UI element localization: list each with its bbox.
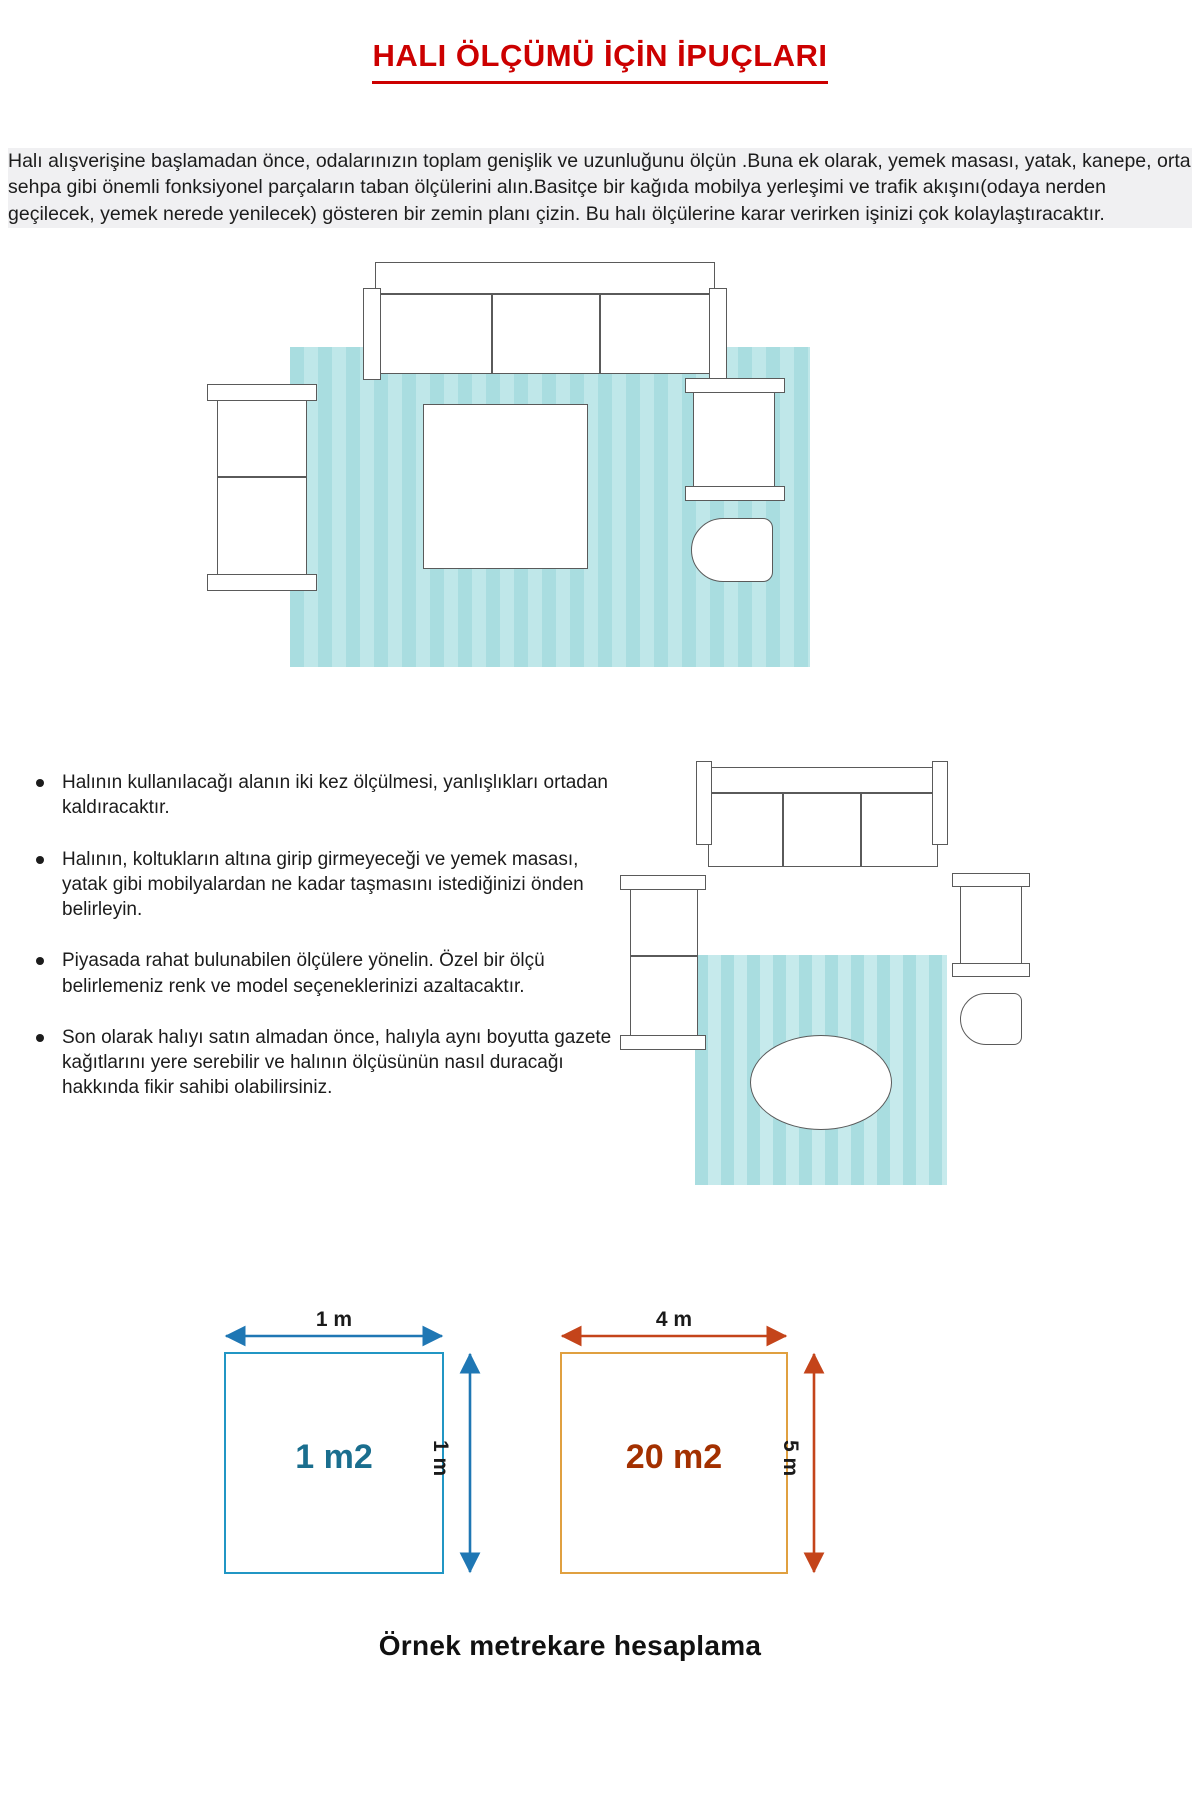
armchair-left-seat (630, 883, 698, 1043)
armchair-right-arm-bottom (685, 486, 785, 501)
sofa-seat (708, 793, 938, 867)
list-item: Halının, koltukların altına girip girmeyeceği ve yemek masası, yatak gibi mobilyalardan ne kadar taşmasını istediğinizi önden belirleyin. (30, 847, 620, 923)
room-plan-diagram-top (195, 262, 835, 692)
coffee-table-square (423, 404, 588, 569)
square-meter-example-diagram (200, 1290, 940, 1720)
sofa-backrest (375, 262, 715, 294)
armchair-right-arm-bottom (952, 963, 1030, 977)
coffee-table-oval (750, 1035, 892, 1130)
sofa-arm-left (696, 761, 712, 845)
armchair-left-arm-bottom (620, 1035, 706, 1050)
list-item: Piyasada rahat bulunabilen ölçülere yönelin. Özel bir ölçü belirlemeniz renk ve model seçeneklerinizi azaltacaktır. (30, 948, 620, 999)
square-20m2-height-label: 5 m (779, 1440, 802, 1477)
square-1m2-width-label: 1 m (315, 1308, 353, 1331)
armchair-left-arm-top (207, 384, 317, 401)
tips-bullet-list (30, 770, 620, 1127)
sofa-cushion-divider (782, 793, 784, 867)
sofa-backrest (708, 767, 938, 793)
armchair-left-cushion-divider (630, 955, 698, 957)
page-title: HALI ÖLÇÜMÜ İÇİN İPUÇLARI (372, 38, 827, 84)
list-item: Son olarak halıyı satın almadan önce, halıyla aynı boyutta gazete kağıtlarını yere serebilir ve halının ölçüsünün nasıl duracağı hakkında fikir sahibi olabilirsiniz. (30, 1025, 620, 1101)
sofa-cushion-divider (599, 294, 601, 374)
sofa-cushion-divider (860, 793, 862, 867)
list-item: Halının kullanılacağı alanın iki kez ölçülmesi, yanlışlıkları ortadan kaldıracaktır. (30, 770, 620, 821)
armchair-left-arm-top (620, 875, 706, 890)
armchair-right-seat (960, 880, 1022, 970)
armchair-left-cushion-divider (217, 476, 307, 478)
side-table-rounded (960, 993, 1022, 1045)
square-20m2-area-label: 20 m2 (625, 1438, 723, 1476)
square-1m2-height-label: 1 m (429, 1440, 452, 1477)
sofa-cushion-divider (491, 294, 493, 374)
intro-paragraph: Halı alışverişine başlamadan önce, odalarınızın toplam genişlik ve uzunluğunu ölçün .Buna ek olarak, yemek masası, yatak, kanepe, orta sehpa gibi önemli fonksiyonel parçaların taban ölçülerini alın.Basitçe bir kağıda mobilya yerleşimi ve trafik akışını(odaya nerden geçilecek, yemek nerede yenilecek) gösteren bir zemin planı çizin. Bu halı ölçülerine karar verirken işinizi çok kolaylaştıracaktır. (8, 148, 1192, 229)
armchair-right-arm-top (952, 873, 1030, 887)
square-20m2-width-label: 4 m (655, 1308, 693, 1331)
sofa-arm-left (363, 288, 381, 380)
armchair-left-seat (217, 392, 307, 582)
armchair-left-arm-bottom (207, 574, 317, 591)
sofa-arm-right (709, 288, 727, 380)
room-plan-diagram-bottom (630, 755, 1190, 1195)
diagram-caption: Örnek metrekare hesaplama (378, 1630, 762, 1661)
square-1m2-area-label: 1 m2 (295, 1438, 373, 1476)
side-table-rounded (691, 518, 773, 582)
page-title-container (0, 38, 1200, 84)
sofa-seat (375, 294, 715, 374)
armchair-right-seat (693, 385, 775, 493)
armchair-right-arm-top (685, 378, 785, 393)
sofa-arm-right (932, 761, 948, 845)
